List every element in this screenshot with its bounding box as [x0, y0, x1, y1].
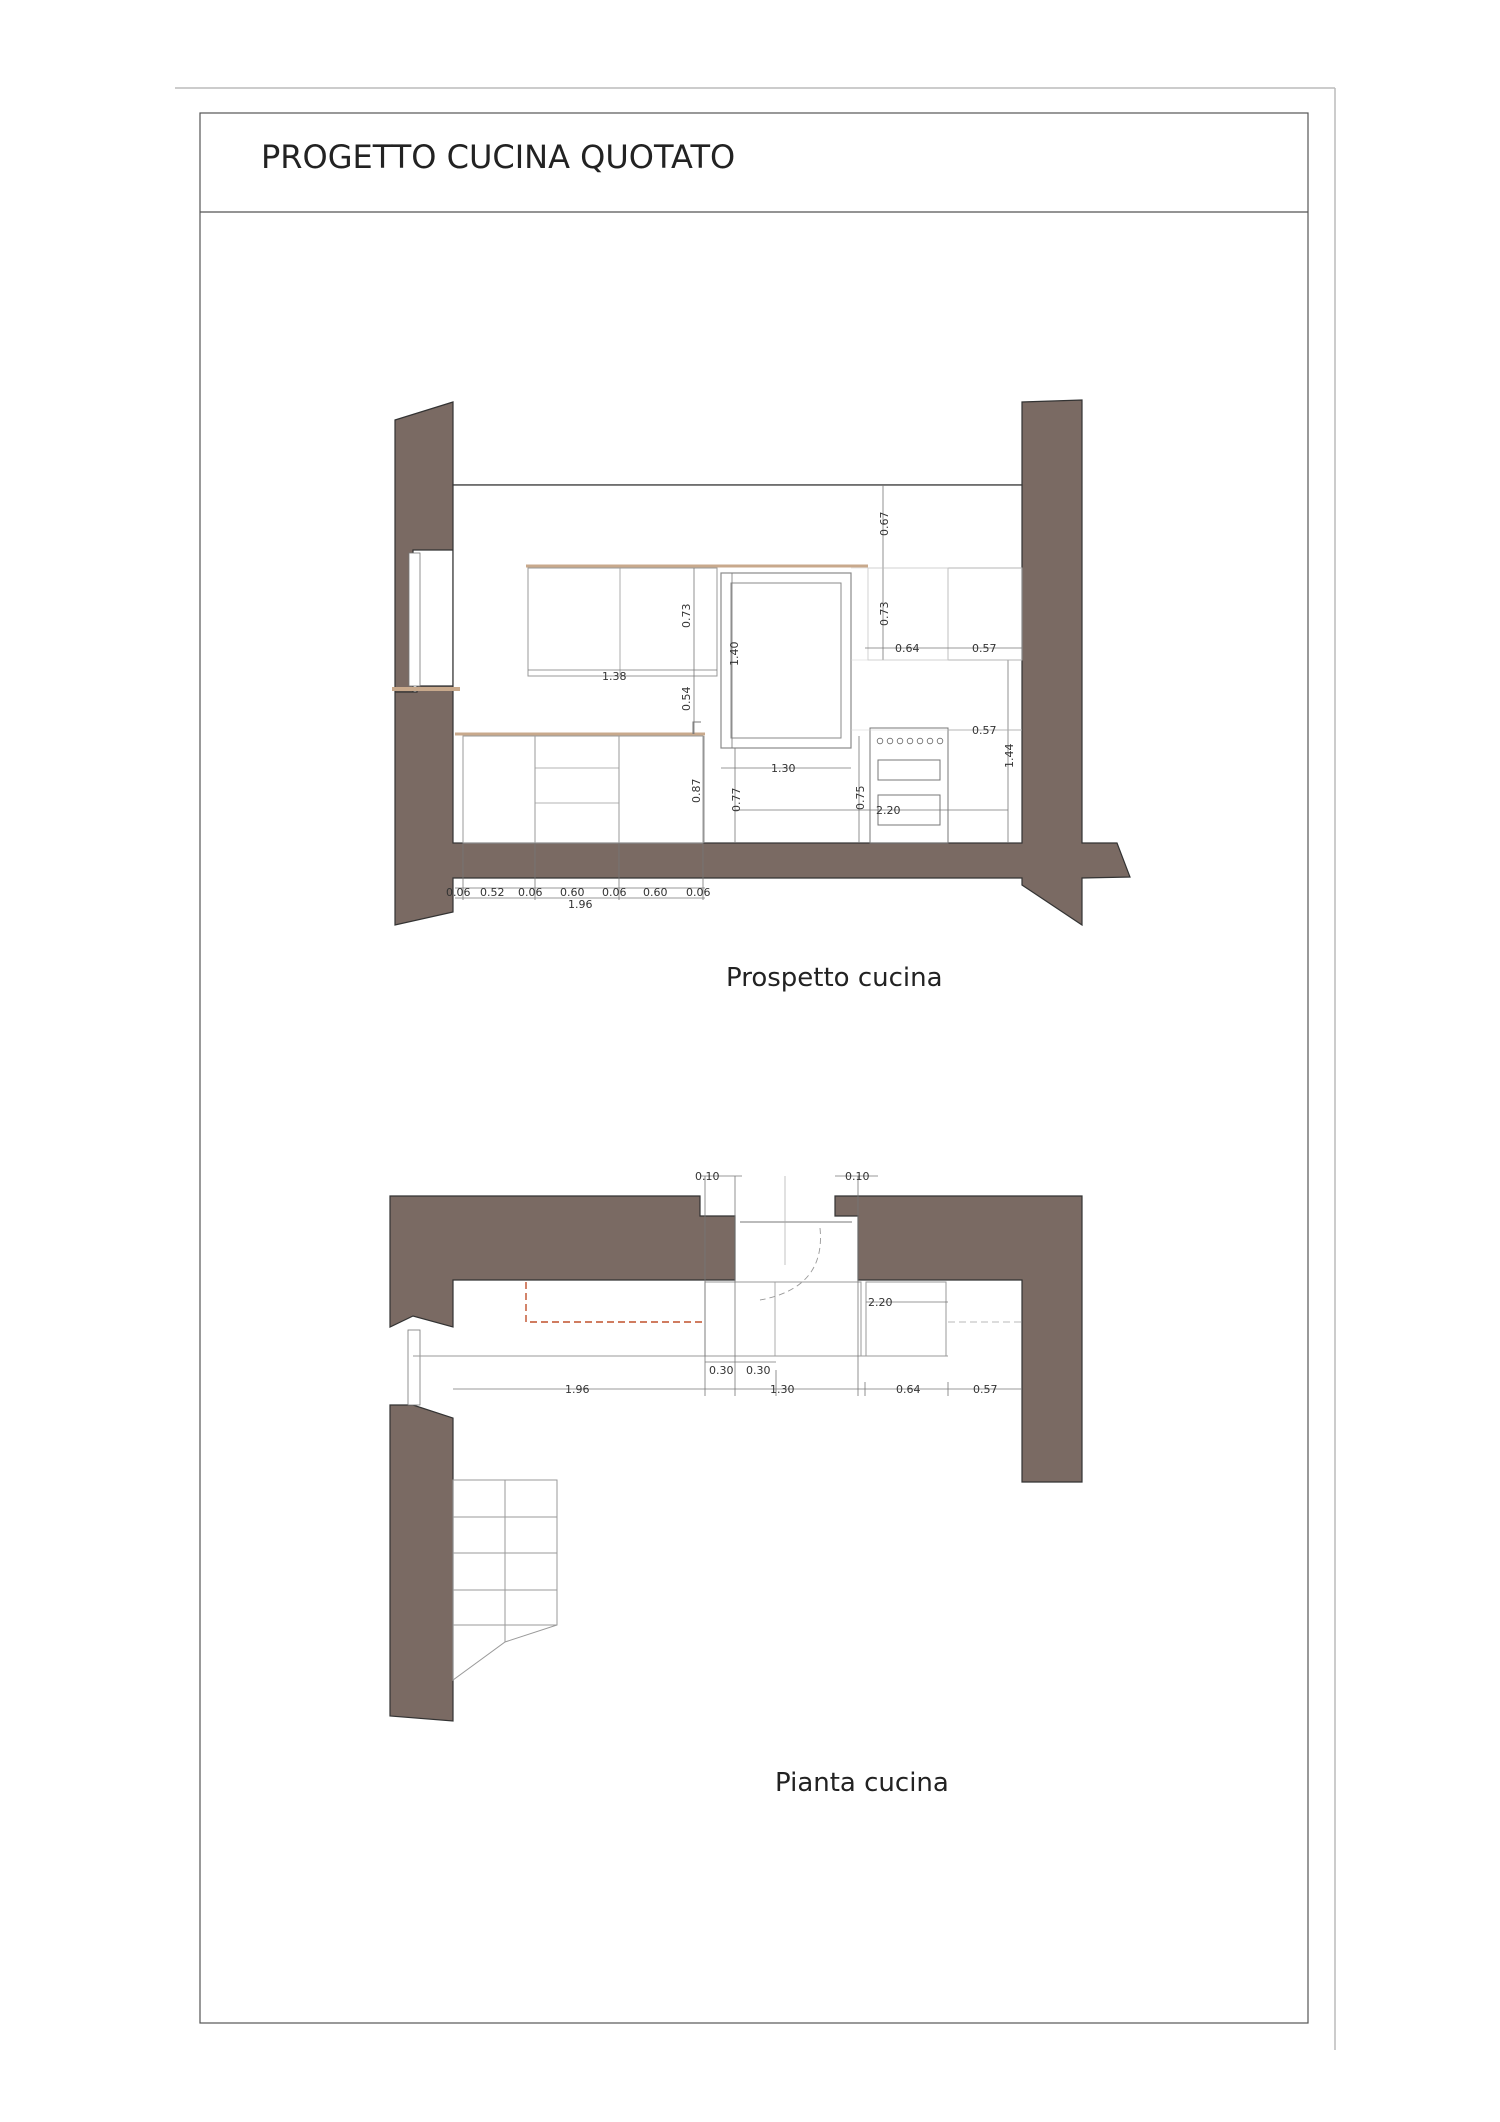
- dim-elev-140: 1.40: [728, 641, 741, 666]
- plan-caption: Pianta cucina: [775, 1768, 949, 1798]
- dim-plan-220: 2.20: [868, 1296, 893, 1309]
- plan-left-wall: [390, 1405, 453, 1721]
- dim-elev-144: 1.44: [1003, 743, 1016, 768]
- dim-plan-030-b: 0.30: [746, 1364, 771, 1377]
- elevation-drawing: [392, 400, 1130, 925]
- dim-elev-073-top: 0.73: [878, 601, 891, 626]
- dim-elev-057-mid: 0.57: [972, 724, 997, 737]
- dim-plan-057: 0.57: [973, 1383, 998, 1396]
- dim-elev-057-top: 0.57: [972, 642, 997, 655]
- dim-elev-b3: 0.06: [518, 886, 543, 899]
- elevation-caption: Prospetto cucina: [726, 963, 943, 993]
- dim-plan-130: 1.30: [770, 1383, 795, 1396]
- plan-window: [408, 1330, 420, 1405]
- dim-elev-b5: 0.06: [602, 886, 627, 899]
- plan-door-jambs: [735, 1216, 858, 1280]
- plan-top-wall: [390, 1196, 735, 1327]
- dim-plan-196: 1.96: [565, 1383, 590, 1396]
- sheet-title: PROGETTO CUCINA QUOTATO: [261, 138, 736, 176]
- dim-elev-b-total: 1.96: [568, 898, 593, 911]
- dim-elev-b2: 0.52: [480, 886, 505, 899]
- plan-range-block: [866, 1282, 946, 1356]
- dim-elev-075: 0.75: [854, 785, 867, 810]
- dim-elev-054: 0.54: [680, 686, 693, 711]
- dim-elev-087: 0.87: [690, 778, 703, 803]
- plan-staircase: [453, 1480, 557, 1680]
- plan-top-wall-right: [835, 1196, 1082, 1482]
- dim-elev-b7: 0.06: [686, 886, 711, 899]
- dim-elev-064: 0.64: [895, 642, 920, 655]
- dim-plan-030-a: 0.30: [709, 1364, 734, 1377]
- plan-upper-hidden-line: [526, 1282, 705, 1322]
- dim-elev-220: 2.20: [876, 804, 901, 817]
- dim-elev-130: 1.30: [771, 762, 796, 775]
- plan-drawing: [390, 1170, 1082, 1721]
- dim-elev-b1: 0.06: [446, 886, 471, 899]
- dim-plan-010-left: 0.10: [695, 1170, 720, 1183]
- dim-elev-b4: 0.60: [560, 886, 585, 899]
- dim-plan-010-right: 0.10: [845, 1170, 870, 1183]
- dim-elev-138: 1.38: [602, 670, 627, 683]
- elevation-window: [409, 553, 420, 686]
- dim-elev-077: 0.77: [730, 787, 743, 812]
- dim-elev-073-left: 0.73: [680, 603, 693, 628]
- plan-door-swing: [760, 1228, 821, 1300]
- dim-elev-b6: 0.60: [643, 886, 668, 899]
- dim-elev-067: 0.67: [878, 511, 891, 536]
- title-block-frame: [200, 113, 1308, 2023]
- dim-plan-064: 0.64: [896, 1383, 921, 1396]
